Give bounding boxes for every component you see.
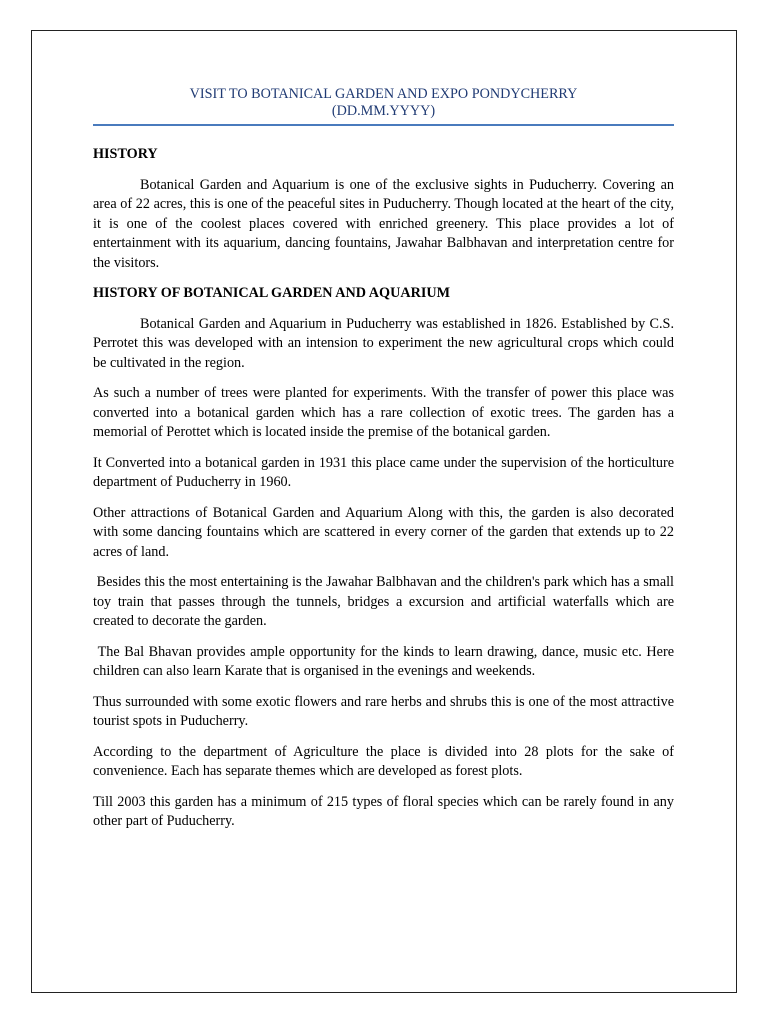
paragraph: Besides this the most entertaining is the Jawahar Balbhavan and the children's park which has a small toy train that passes through the tunnels, bridges a excursion and artificial waterfalls which are created to decorate the garden.	[93, 574, 678, 629]
paragraph: Till 2003 this garden has a minimum of 215 types of floral species which can be rarely found in any other part of Puducherry.	[93, 793, 674, 829]
title-underline	[93, 124, 674, 126]
paragraph: According to the department of Agriculture the place is divided into 28 plots for the sake of convenience. Each has separate themes which are developed as forest plots.	[93, 743, 674, 779]
document-title	[93, 86, 674, 120]
paragraph: Botanical Garden and Aquarium in Puducherry was established in 1826. Established by C.S. Perrotet this was developed with an intension to experiment the new agricultural crops which could be cultivated in the region.	[93, 315, 674, 371]
paragraph-history: Botanical Garden and Aquarium is one of the exclusive sights in Puducherry. Covering an area of 22 acres, this is one of the peaceful sites in Puducherry. Though located at the heart of the city, it is one of the coolest places covered with enriched greenery. This place provides a lot of entertainment with its aquarium, dancing fountains, Jawahar Balbhavan and interpretation centre for the visitors.	[93, 176, 674, 271]
section-heading-history: HISTORY	[93, 146, 158, 162]
section-heading-history-of-garden: HISTORY OF BOTANICAL GARDEN AND AQUARIUM	[93, 285, 450, 301]
document-body	[93, 86, 678, 832]
title-line-1: VISIT TO BOTANICAL GARDEN AND EXPO PONDYCHERRY	[189, 86, 578, 102]
paragraph: Other attractions of Botanical Garden and Aquarium Along with this, the garden is also decorated with some dancing fountains which are scattered in every corner of the garden that extends up to 22 acres of land.	[93, 504, 674, 560]
paragraph: Thus surrounded with some exotic flowers and rare herbs and shrubs this is one of the most attractive tourist spots in Puducherry.	[93, 693, 674, 729]
title-date: (DD.MM.YYYY)	[331, 103, 436, 119]
paragraph: It Converted into a botanical garden in 1931 this place came under the supervision of the horticulture department of Puducherry in 1960.	[93, 454, 674, 490]
paragraph: As such a number of trees were planted for experiments. With the transfer of power this place was converted into a botanical garden which has a rare collection of exotic trees. The garden has a memorial of Perottet which is located inside the premise of the botanical garden.	[93, 385, 674, 440]
paragraph: The Bal Bhavan provides ample opportunity for the kinds to learn drawing, dance, music etc. Here children can also learn Karate that is organised in the evenings and weekends.	[93, 643, 678, 679]
